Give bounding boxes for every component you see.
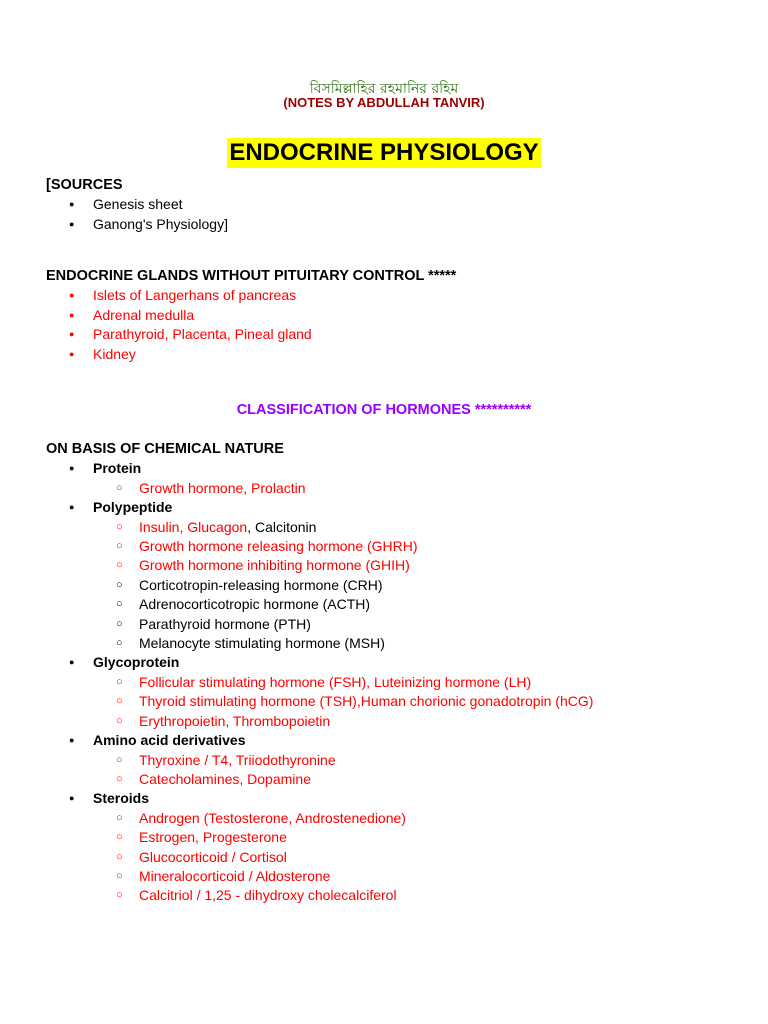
group-polypeptide [46,498,593,653]
list-item-red-part: Insulin, Glucagon [139,518,248,535]
title-wrapper [0,138,768,168]
list-item: ○ Calcitriol / 1,25 - dihydroxy cholecalciferol [93,886,593,905]
author-line: (NOTES BY ABDULLAH TANVIR) [283,95,485,110]
group-label: Protein [93,460,142,477]
chemical-nature-section [46,440,593,906]
list-item: ○ Parathyroid hormone (PTH) [93,615,593,634]
list-item: ○ Glucocorticoid / Cortisol [93,848,593,867]
list-item [93,518,593,537]
list-item: ○ Erythropoietin, Thrombopoietin [93,712,593,731]
list-item: ○ Melanocyte stimulating hormone (MSH) [93,634,593,653]
list-item: ○ Growth hormone inhibiting hormone (GHIH) [93,556,593,575]
list-item: ● Adrenal medulla [46,306,456,325]
list-item: ○ Thyroxine / T4, Triiodothyronine [93,751,593,770]
group-label: Steroids [93,790,150,807]
chemical-nature-heading: ON BASIS OF CHEMICAL NATURE [46,441,284,457]
group-label: Glycoprotein [93,654,180,671]
group-amino-acid-derivatives [46,731,593,789]
group-protein [46,459,593,498]
sources-section [46,176,228,234]
polypeptide-list [93,518,593,654]
list-item: ● Genesis sheet [46,195,228,214]
group-label: Amino acid derivatives [93,732,246,749]
list-item: ○ Estrogen, Progesterone [93,828,593,847]
list-item: ○ Corticotropin-releasing hormone (CRH) [93,576,593,595]
group-steroids [46,789,593,905]
page-title: ENDOCRINE PHYSIOLOGY [229,139,539,166]
list-item: ● Ganong's Physiology] [46,215,228,234]
classification-heading [0,402,768,418]
list-item: ○ Catecholamines, Dopamine [93,770,593,789]
list-item: ○ Follicular stimulating hormone (FSH), Luteinizing hormone (LH) [93,673,593,692]
glands-list [46,286,456,364]
protein-list [93,479,593,498]
list-item: ● Islets of Langerhans of pancreas [46,286,456,305]
sources-list [46,195,228,234]
classification-stars: ********** [470,402,532,418]
hormone-groups-list [46,459,593,905]
glycoprotein-list [93,673,593,731]
classification-heading-text: CLASSIFICATION OF HORMONES [236,402,471,418]
group-glycoprotein [46,653,593,731]
list-item: ○ Thyroid stimulating hormone (TSH),Human chorionic gonadotropin (hCG) [93,692,593,711]
amino-list [93,751,593,790]
group-label: Polypeptide [93,499,173,516]
list-item: ○ Growth hormone releasing hormone (GHRH) [93,537,593,556]
glands-heading: ENDOCRINE GLANDS WITHOUT PITUITARY CONTROL ***** [46,268,457,284]
list-item: ○ Mineralocorticoid / Aldosterone [93,867,593,886]
sources-heading: [SOURCES [46,177,123,193]
steroids-list [93,809,593,906]
bismillah-line: বিসমিল্লাহির রহমানির রহিম [309,81,459,97]
list-item: ● Parathyroid, Placenta, Pineal gland [46,325,456,344]
glands-section [46,267,456,364]
list-item: ○ Adrenocorticotropic hormone (ACTH) [93,595,593,614]
list-item: ○ Growth hormone, Prolactin [93,479,593,498]
list-item: ● Kidney [46,345,456,364]
list-item: ○ Androgen (Testosterone, Androstenedione) [93,809,593,828]
list-item-black-part: , Calcitonin [247,518,317,535]
